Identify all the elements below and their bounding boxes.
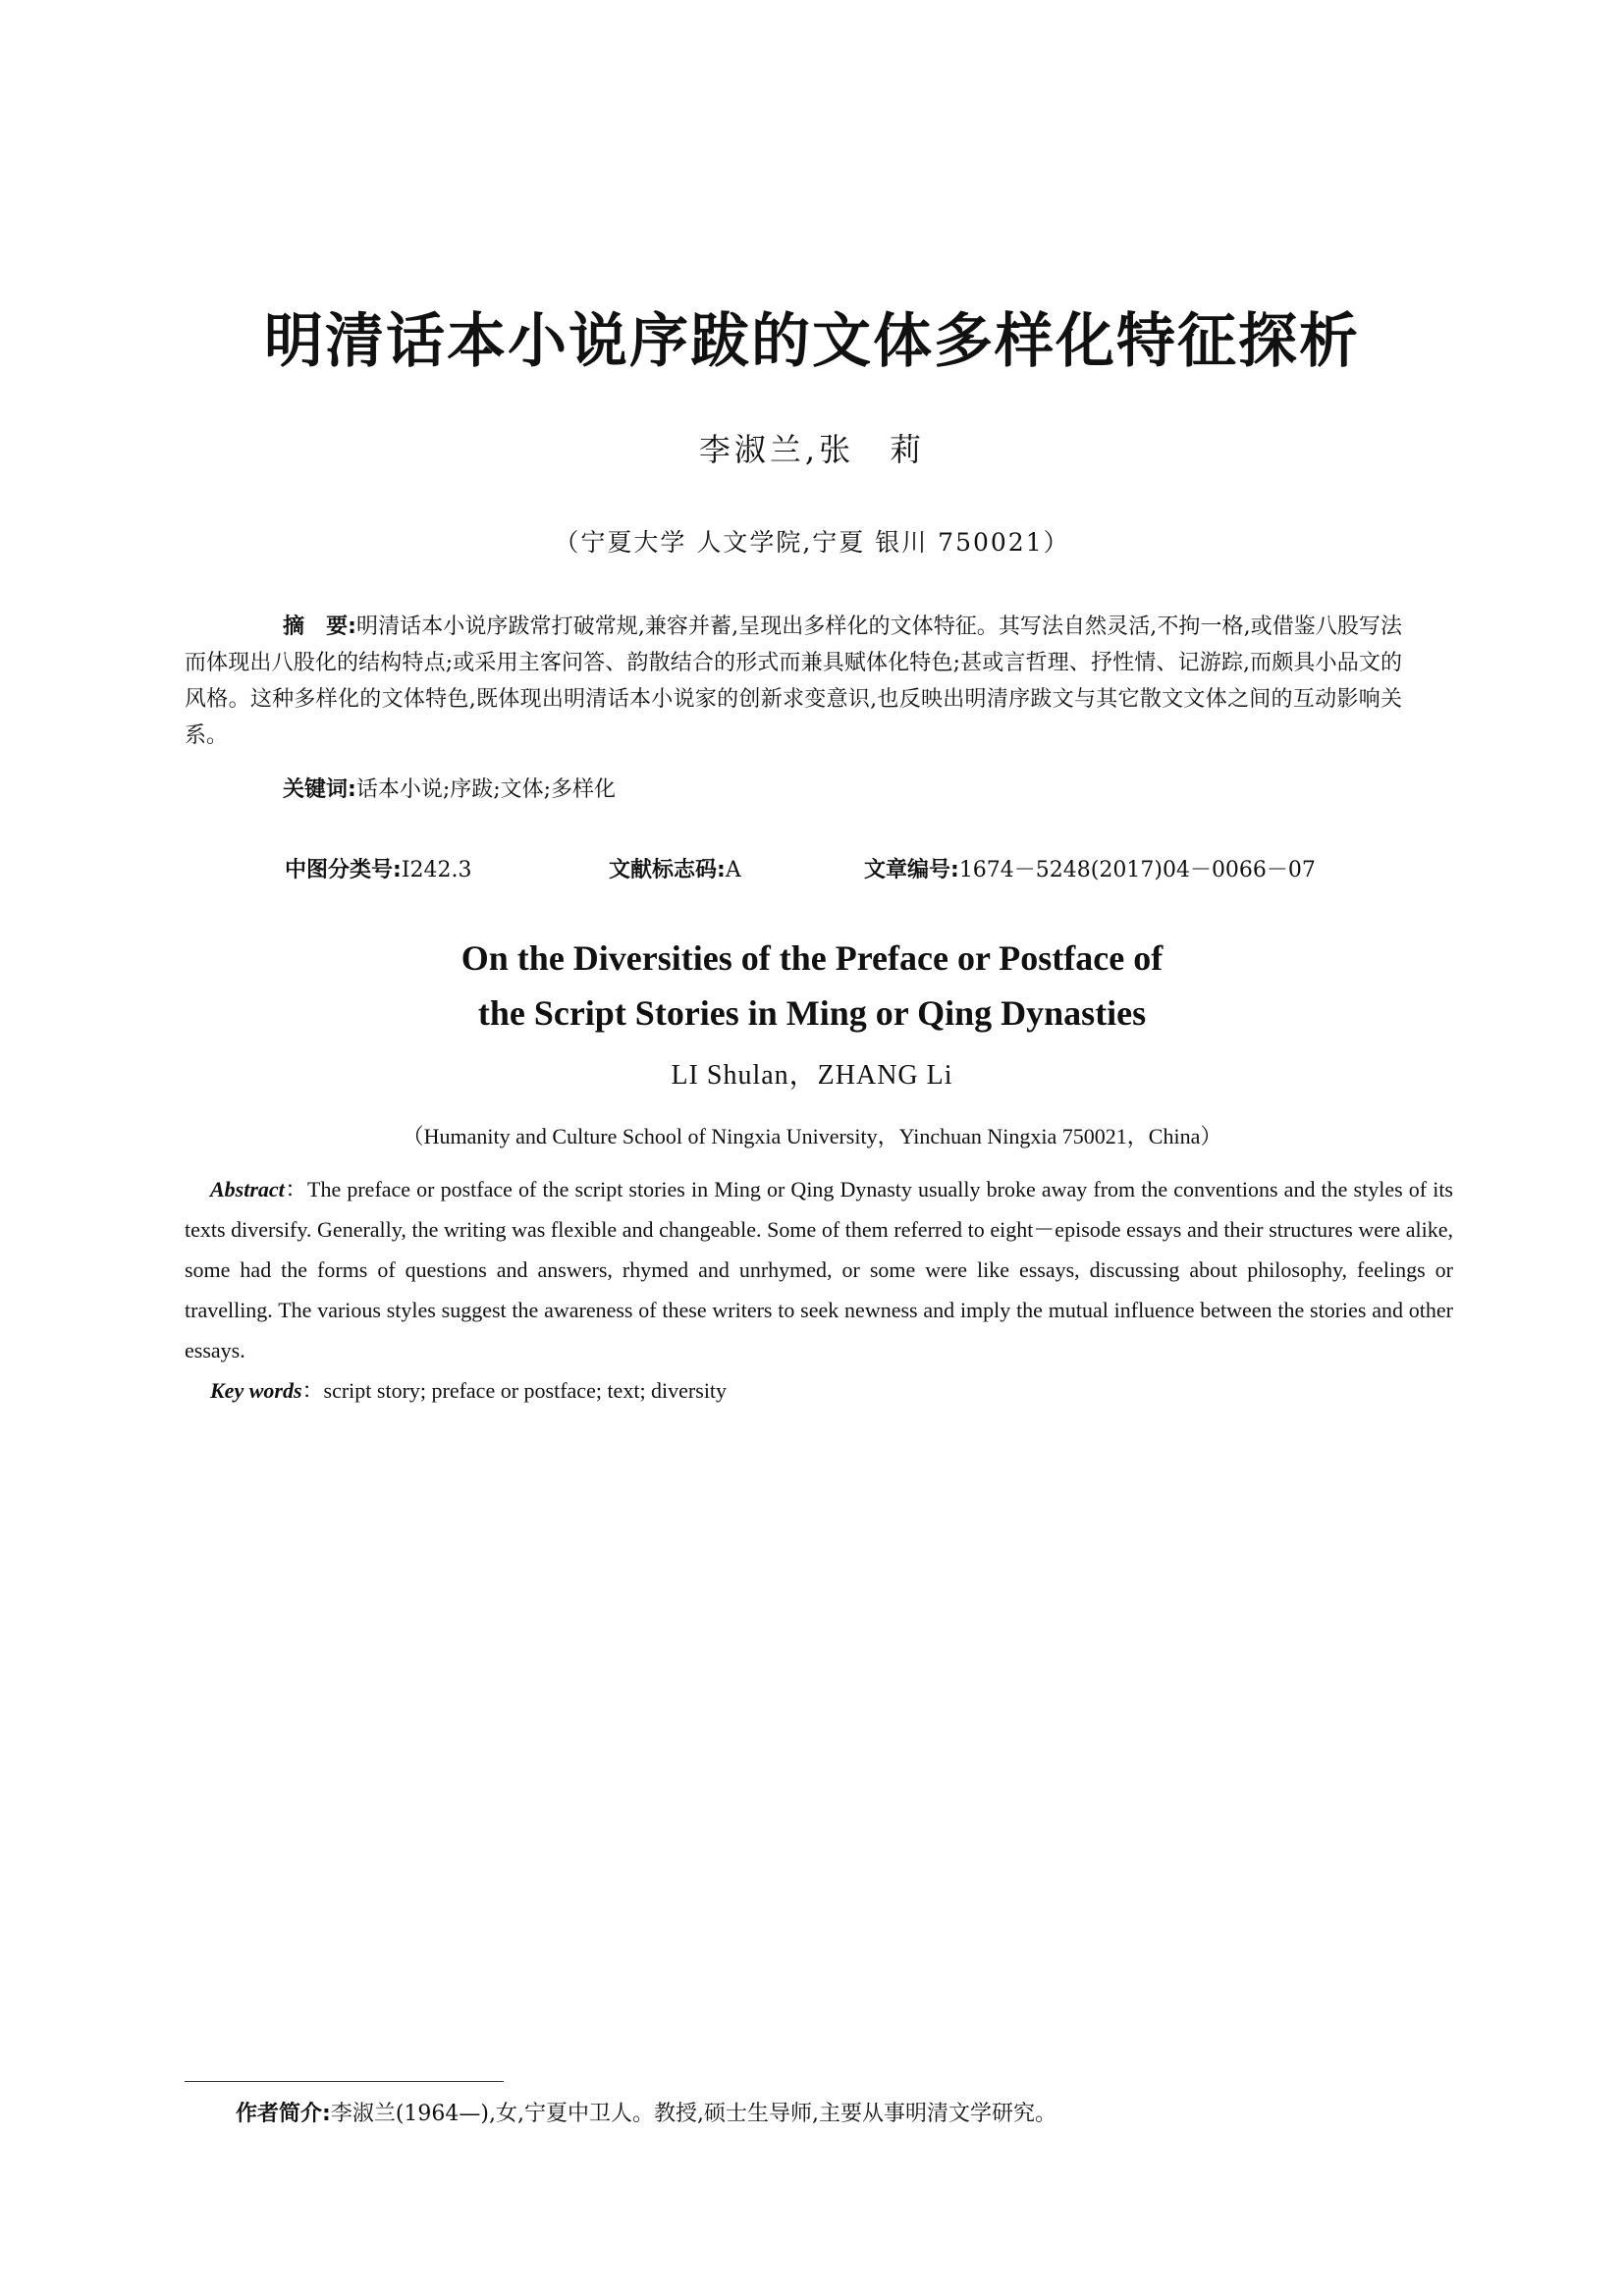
keywords-cn	[283, 773, 1363, 803]
keywords-en	[210, 1370, 1447, 1411]
abstract-en-sep: ：	[284, 1177, 308, 1201]
article-no-label: 文章编号:	[864, 858, 959, 882]
keywords-en-label: Key words	[210, 1378, 302, 1403]
author-footnote	[236, 2097, 1463, 2127]
article-number	[864, 853, 1316, 883]
document-code	[609, 853, 741, 883]
authors-cn: 李淑兰,张 莉	[698, 431, 926, 468]
keywords-en-sep: ：	[301, 1378, 324, 1403]
paper-title-en	[0, 931, 1624, 1041]
affiliation-cn: （宁夏大学 人文学院,宁夏 银川 750021）	[554, 528, 1070, 557]
affiliation-en: （Humanity and Culture School of Ningxia University，Yinchuan Ningxia 750021，China）	[402, 1124, 1222, 1148]
article-no-value: 1674－5248(2017)04－0066－07	[958, 858, 1316, 882]
clc-label: 中图分类号:	[285, 858, 402, 882]
doc-code-value: A	[725, 858, 741, 882]
doc-code-label: 文献标志码:	[609, 858, 726, 882]
abstract-en	[185, 1169, 1453, 1370]
abstract-cn-text: 明清话本小说序跋常打破常规,兼容并蓄,呈现出多样化的文体特征。其写法自然灵活,不拘一格,或借鉴八股写法而体现出八股化的结构特点;或采用主客问答、韵散结合的形式而兼具赋体化特色;甚或言哲理、抒性情、记游踪,而颇具小品文的风格。这种多样化的文体特色,既体现出明清话本小说家的创新求变意识,也反映出明清序跋文与其它散文文体之间的互动影响关系。	[185, 614, 1402, 748]
keywords-cn-text: 话本小说;序跋;文体;多样化	[355, 777, 617, 802]
clc-value: I242.3	[401, 858, 472, 882]
paper-title-en-line1: On the Diversities of the Preface or Postface of	[460, 938, 1164, 978]
keywords-cn-label: 关键词:	[283, 777, 356, 802]
footnote-divider	[185, 2081, 504, 2082]
abstract-cn-label: 摘 要:	[283, 614, 356, 639]
authors-en: LI Shulan，ZHANG Li	[671, 1060, 953, 1091]
abstract-cn	[185, 609, 1402, 754]
keywords-en-text: script story; preface or postface; text; diversity	[323, 1378, 728, 1403]
abstract-en-text: The preface or postface of the script stories in Ming or Qing Dynasty usually broke away from the conventions and the styles of its texts diversify. Generally, the writing was flexible and changeable. Some of them referred to eight－episode essays and their structures were alike, some had the forms of questions and answers, rhymed and unrhymed, or some were like essays, discussing about philosophy, feelings or travelling. The various styles suggest the awareness of these writers to seek newness and imply the mutual influence between the stories and other essays.	[185, 1177, 1453, 1362]
clc-number	[285, 853, 471, 883]
footnote-label: 作者简介:	[236, 2102, 331, 2126]
footnote-text: 李淑兰(1964—),女,宁夏中卫人。教授,硕士生导师,主要从事明清文学研究。	[330, 2102, 1056, 2126]
paper-title-cn: 明清话本小说序跋的文体多样化特征探析	[264, 307, 1360, 376]
abstract-en-label: Abstract	[210, 1177, 285, 1201]
paper-title-en-line2: the Script Stories in Ming or Qing Dynasties	[477, 993, 1147, 1033]
